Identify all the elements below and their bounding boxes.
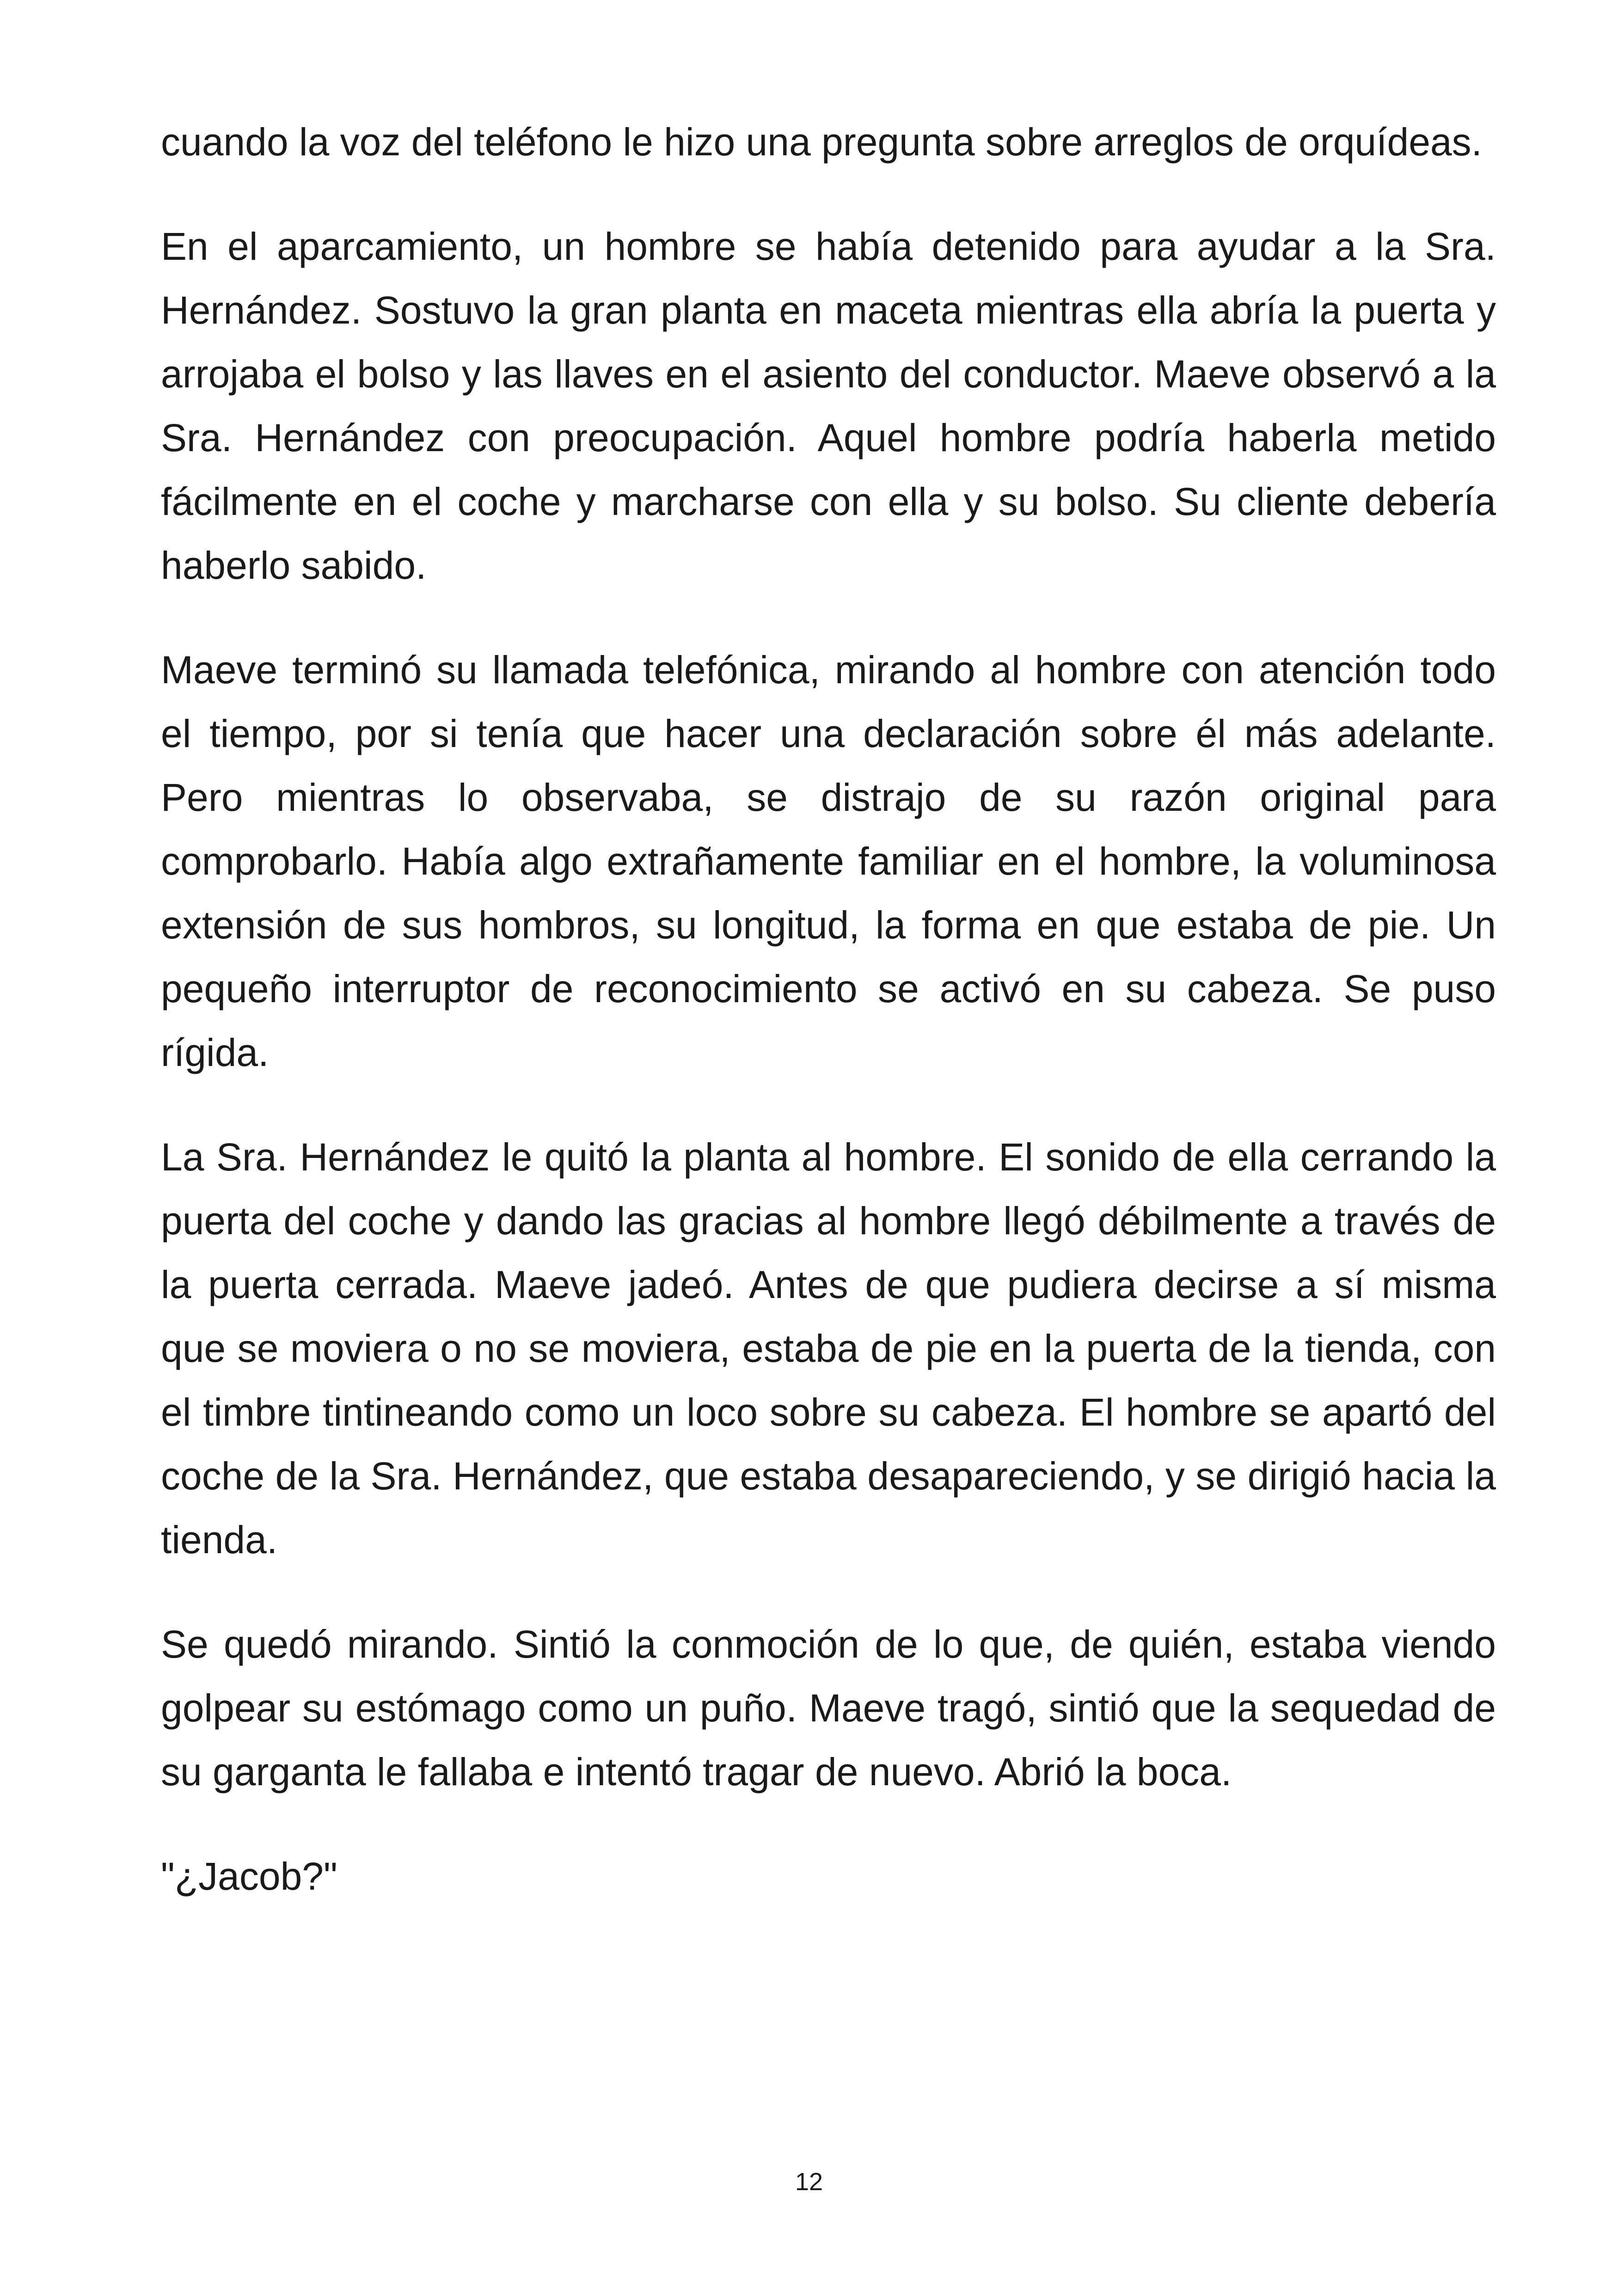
- paragraph: cuando la voz del teléfono le hizo una pregunta sobre arreglos de orquídeas.: [161, 120, 1482, 164]
- paragraph: Maeve terminó su llamada telefónica, mirando al hombre con atención todo el tiempo, por si tenía que hacer una declaración sobre él más adelante. Pero mientras lo observaba, se distrajo de su razón original para comprobarlo. Había algo extrañamente familiar en el hombre, la voluminosa extensión de sus hombros, su longitud, la forma en que estaba de pie. Un pequeño interruptor de reconocimiento se activó en su cabeza. Se puso rígida.: [161, 648, 1496, 1074]
- paragraph: En el aparcamiento, un hombre se había detenido para ayudar a la Sra. Hernández. Sostuvo la gran planta en maceta mientras ella abría la puerta y arrojaba el bolso y las llaves en el asiento del conductor. Maeve observó a la Sra. Hernández con preocupación. Aquel hombre podría haberla metido fácilmente en el coche y marcharse con ella y su bolso. Su cliente debería haberlo sabido.: [161, 225, 1496, 587]
- paragraph: Se quedó mirando. Sintió la conmoción de lo que, de quién, estaba viendo golpear su estómago como un puño. Maeve tragó, sintió que la sequedad de su garganta le fallaba e intentó tragar de nuevo. Abrió la boca.: [161, 1623, 1496, 1794]
- paragraph: La Sra. Hernández le quitó la planta al hombre. El sonido de ella cerrando la puerta del coche y dando las gracias al hombre llegó débilmente a través de la puerta cerrada. Maeve jadeó. Antes de que pudiera decirse a sí misma que se moviera o no se moviera, estaba de pie en la puerta de la tienda, con el timbre tintineando como un loco sobre su cabeza. El hombre se apartó del coche de la Sra. Hernández, que estaba desapareciendo, y se dirigió hacia la tienda.: [161, 1135, 1496, 1561]
- page-number: 12: [795, 2168, 823, 2196]
- body-text: [161, 110, 1496, 1949]
- dialogue-line: "¿Jacob?": [161, 1855, 337, 1898]
